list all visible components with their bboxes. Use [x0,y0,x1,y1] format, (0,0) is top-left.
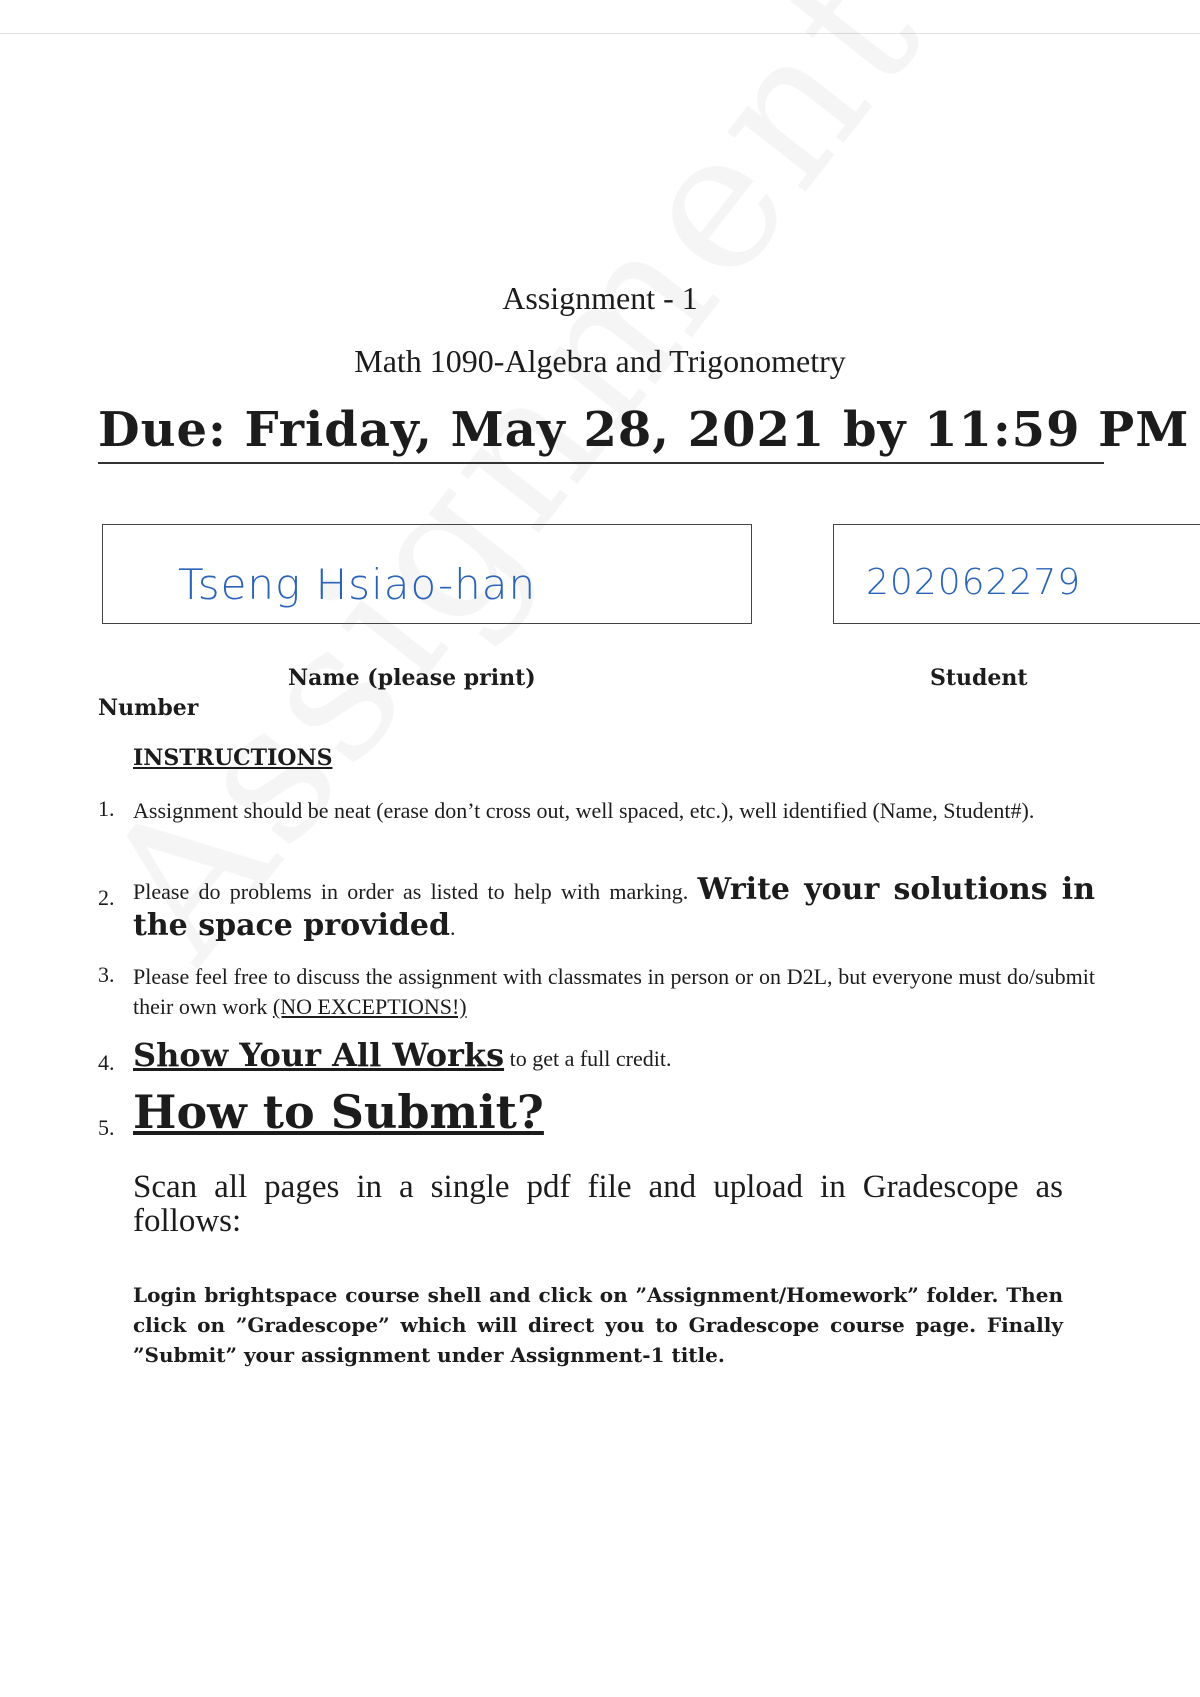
instructions-heading: INSTRUCTIONS [133,745,333,771]
course-title: Math 1090-Algebra and Trigonometry [354,343,846,379]
item-underlined: (NO EXCEPTIONS!) [272,994,467,1019]
item-number: 5. [98,1115,115,1140]
due-underline [98,462,1104,464]
how-to-submit-heading: How to Submit? [133,1085,544,1139]
handwritten-name: Tseng Hsiao-han [178,560,537,609]
item-emphasis: Write your solutions in the space provided [133,872,1096,943]
item-text [133,1036,1095,1074]
scan-edge-line [0,33,1200,34]
item-number: 1. [98,796,115,821]
login-instructions: Login brightspace course shell and click on ”Assignment/Homework” folder. Then click on ”Gradescope” which will direct you to Gradescope course page. Finally ”Submit” your assignment under Assignment-1 title. [133,1283,1063,1367]
item-number: 3. [98,962,115,987]
scan-instructions: Scan all pages in a single pdf file and upload in Gradescope as follows: [133,1169,1063,1239]
item-number: 2. [98,885,115,910]
handwritten-student-number: 202062279 [866,562,1082,603]
watermark [60,0,1087,996]
number-label: Number [98,695,199,721]
item-text [133,873,1095,945]
item-plain-text: Please feel free to discuss the assignment with classmates in person or on D2L, but everyone must do/submit their own work [133,964,1095,1019]
student-label: Student [930,665,1028,691]
item-plain-text: Please do problems in order as listed to help with marking. [133,879,689,904]
item-text [133,1085,1095,1139]
assignment-title: Assignment - 1 [502,280,698,316]
item-emphasis: Show Your All Works [133,1036,505,1074]
item-text [133,962,1095,1022]
due-date: Due: Friday, May 28, 2021 by 11:59 PM [98,402,1190,458]
item-plain-text: to get a full credit. [509,1046,672,1071]
name-label: Name (please print) [288,665,536,691]
item-text: Assignment should be neat (erase don’t cross out, well spaced, etc.), well identified (Name, Student#). [133,798,1035,823]
item-number: 4. [98,1050,115,1075]
item-end: . [449,915,456,940]
